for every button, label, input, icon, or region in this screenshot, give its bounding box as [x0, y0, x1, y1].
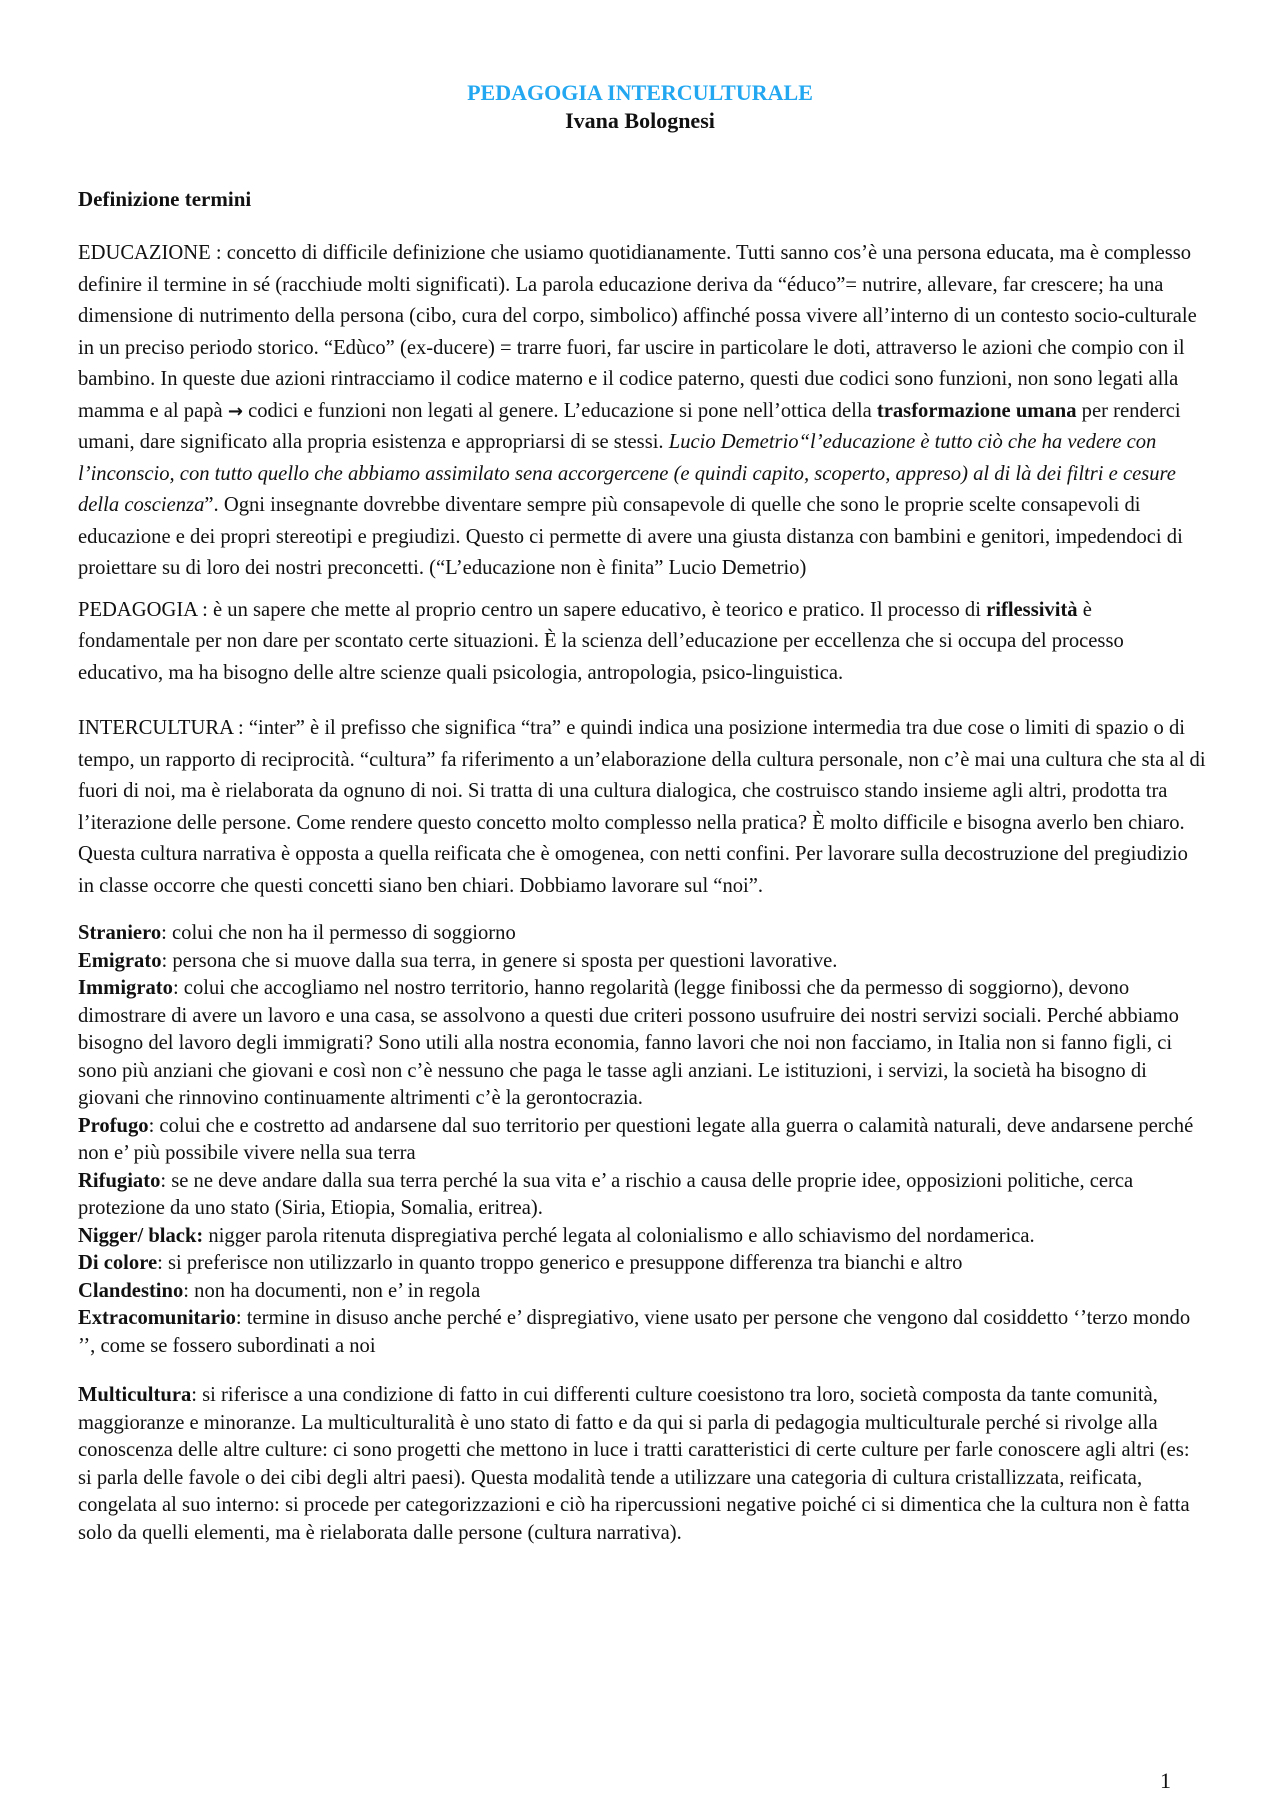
multicultura-term: Multicultura: [78, 1384, 192, 1406]
pedagogia-text-1: PEDAGOGIA : è un sapere che mette al proprio centro un sapere educativo, è teorico e pratico. Il processo di: [78, 598, 987, 621]
arrow-right-icon: →: [227, 400, 243, 422]
definition-term: Di colore: [78, 1252, 158, 1274]
definition-text: : se ne deve andare dalla sua terra perché la sua vita e’ a rischio a causa delle proprie idee, opposizioni politiche, cerca protezione da uno stato (Siria, Etiopia, Somalia, eritrea).: [78, 1169, 1134, 1219]
page-number: 1: [1160, 1768, 1171, 1793]
educazione-text-1: EDUCAZIONE : concetto di difficile definizione che usiamo quotidianamente. Tutti sanno cos’è una persona educata, ma è complesso definire il termine in sé (racchiude molti significati). La parola educazione deriva da “éduco”= nutrire, allevare, far crescere; ha una dimensione di nutrimento della persona (cibo, cura del corpo, simbolico) affinché possa vivere all’interno di un contesto socio-culturale in un preciso periodo storico. “Edùco” (ex-ducere) = trarre fuori, far uscire in particolare le doti, attraverso le azioni che compio con il bambino. In queste due azioni rintracciamo il codice materno e il codice paterno, questi due codici sono funzioni, non sono legati alla mamma e al papà: [78, 242, 1197, 422]
educazione-bold-term: trasformazione umana: [876, 399, 1077, 422]
definition-text: : persona che si muove dalla sua terra, in genere si sposta per questioni lavorative.: [161, 949, 838, 972]
definition-text: : colui che e costretto ad andarsene dal suo territorio per questioni legate alla guerra o calamità naturali, deve andarsene perché non e’ più possibile vivere nella sua terra: [78, 1114, 1194, 1164]
definition-item: [78, 1223, 1208, 1251]
definition-term: Emigrato: [78, 949, 162, 972]
pedagogia-text-2: è fondamentale per non dare per scontato certe situazioni. È la scienza dell’educazione per eccellenza che si occupa del processo educativo, ma ha bisogno delle altre scienze quali psicologia, antropologia, psico-linguistica.: [78, 598, 1124, 684]
definition-item: [78, 1168, 1208, 1223]
document-author: Ivana Bolognesi: [565, 108, 715, 133]
educazione-text-3: per renderci umani, dare significato alla propria esistenza e appropriarsi di se stessi.: [78, 399, 1181, 453]
definition-text: nigger parola ritenuta dispregiativa perché legata al colonialismo e allo schiavismo del nordamerica.: [203, 1224, 1035, 1247]
definition-term: Rifugiato: [78, 1169, 161, 1192]
definition-term: Extracomunitario: [78, 1307, 236, 1329]
multicultura-text: : si riferisce a una condizione di fatto in cui differenti culture coesistono tra loro, società composta da tante comunità, maggioranze e minoranze. La multiculturalità è uno stato di fatto e da qui si parla di pedagogia multiculturale perché si rivolge alla conoscenza delle altre culture: ci sono progetti che mettono in luce i tratti caratteristici di certe culture per farle conoscere agli altri (es: si parla delle favole o dei cibi degli altri paesi). Questa modalità tende a utilizzare una categoria di cultura cristallizzata, reificata, congelata al suo interno: si procede per categorizzazioni e ciò ha ripercussioni negative poiché ci si dimentica che la cultura non è fatta solo da quelli elementi, ma è rielaborata dalle persone (cultura narrativa).: [78, 1384, 1190, 1544]
definitions-list: [78, 920, 1208, 1360]
document-body: [78, 186, 1208, 1547]
definition-term: Profugo: [78, 1114, 149, 1137]
definition-item: [78, 1113, 1208, 1168]
definition-text: : colui che accogliamo nel nostro territorio, hanno regolarità (legge finibossi che da permesso di soggiorno), devono dimostrare di avere un lavoro e una casa, se assolvono a questi due criteri possono usufruire dei nostri servizi sociali. Perché abbiamo bisogno del lavoro degli immigrati? Sono utili alla nostra economia, fanno lavori che noi non facciamo, in Italia non si fanno figli, ci sono più anziani che giovani e così non c’è nessuno che paga le tasse agli anziani. Le istituzioni, i servizi, la società ha bisogno di giovani che rinnovino continuamente altrimenti c’è la gerontocrazia.: [78, 977, 1179, 1109]
definition-item: [78, 1250, 1208, 1278]
definition-item: [78, 975, 1208, 1113]
definition-item: [78, 920, 1208, 948]
paragraph-multicultura: [78, 1382, 1208, 1547]
definition-item: [78, 1278, 1208, 1306]
definition-item: [78, 948, 1208, 976]
definition-term: Immigrato: [78, 977, 173, 999]
educazione-quote: Lucio Demetrio“l’educazione è tutto ciò che ha vedere con l’inconscio, con tutto quello che abbiamo assimilato sena accorgercene (e quindi capito, scoperto, appreso) al di là dei filtri e cesure della coscienza: [78, 431, 1176, 516]
paragraph-intercultura: INTERCULTURA : “inter” è il prefisso che significa “tra” e quindi indica una posizione intermedia tra due cose o limiti di spazio o di tempo, un rapporto di reciprocità. “cultura” fa riferimento a un’elaborazione della cultura personale, non c’è mai una cultura che sta al di fuori di noi, ma è rielaborata da ognuno di noi. Si tratta di una cultura dialogica, che costruisco stando insieme agli altri, prodotta tra l’iterazione delle persone. Come rendere questo concetto molto complesso nella pratica? È molto difficile e bisogna averlo ben chiaro. Questa cultura narrativa è opposta a quella reificata che è omogenea, con netti confini. Per lavorare sulla decostruzione del pregiudizio in classe occorre che questi concetti siano ben chiari. Dobbiamo lavorare sul “noi”.: [78, 717, 1206, 897]
educazione-text-4: ”. Ogni insegnante dovrebbe diventare sempre più consapevole di quelle che sono le proprie scelte consapevoli di educazione e dei propri stereotipi e pregiudizi. Questo ci permette di avere una giusta distanza con bambini e genitori, impedendoci di proiettare su di loro dei nostri preconcetti. (“L’educazione non è finita” Lucio Demetrio): [78, 494, 1183, 579]
definition-text: : colui che non ha il permesso di soggiorno: [161, 922, 516, 944]
paragraph-pedagogia: [78, 595, 1208, 690]
paragraph-educazione: [78, 238, 1208, 585]
section-heading: Definizione termini: [78, 187, 252, 211]
definition-text: : termine in disuso anche perché e’ dispregiativo, viene usato per persone che vengono dal cosiddetto ‘’terzo mondo ’’, come se fossero subordinati a noi: [78, 1307, 1191, 1357]
definition-text: : non ha documenti, non e’ in regola: [183, 1279, 481, 1302]
educazione-text-2: codici e funzioni non legati al genere. L’educazione si pone nell’ottica della: [242, 399, 877, 422]
document-title: PEDAGOGIA INTERCULTURALE: [467, 80, 813, 105]
definition-term: Clandestino: [78, 1279, 184, 1302]
definition-text: : si preferisce non utilizzarlo in quanto troppo generico e presuppone differenza tra bianchi e altro: [157, 1252, 963, 1274]
pedagogia-bold-term: riflessività: [986, 598, 1078, 621]
definition-term: Straniero: [78, 922, 162, 944]
definition-item: [78, 1305, 1208, 1360]
definition-term: Nigger/ black:: [78, 1224, 204, 1247]
